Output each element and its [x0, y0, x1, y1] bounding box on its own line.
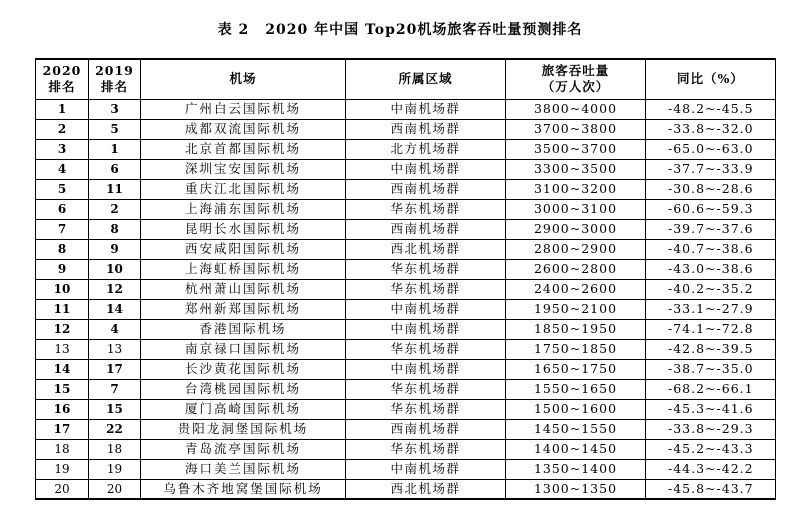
- table-row: [36, 119, 776, 139]
- rank-2020-cell: 12: [36, 319, 89, 339]
- airport-name-cell: 北京首都国际机场: [141, 139, 346, 159]
- rank-2020-cell: 17: [36, 419, 89, 439]
- yoy-change-cell: -40.7~-38.6: [646, 239, 776, 259]
- rank-2020-cell: 14: [36, 359, 89, 379]
- yoy-change-cell: -65.0~-63.0: [646, 139, 776, 159]
- table-row: [36, 99, 776, 119]
- region-cell: 中南机场群: [346, 359, 506, 379]
- rank-2019-cell: 2: [89, 199, 141, 219]
- table-row: [36, 439, 776, 459]
- table-title: 2020 年中国 Top20机场旅客吞吐量预测排名: [265, 22, 583, 38]
- yoy-change-cell: -60.6~-59.3: [646, 199, 776, 219]
- header-rank-2019-label: 排名: [100, 79, 128, 95]
- table-row: [36, 319, 776, 339]
- yoy-change-cell: -43.0~-38.6: [646, 259, 776, 279]
- header-throughput: [506, 59, 646, 99]
- table-row: [36, 339, 776, 359]
- throughput-cell: 1500~1600: [506, 399, 646, 419]
- throughput-cell: 3700~3800: [506, 119, 646, 139]
- rank-2019-cell: 14: [89, 299, 141, 319]
- rank-2019-cell: 19: [89, 459, 141, 479]
- table-header: [36, 59, 776, 99]
- table-row: [36, 419, 776, 439]
- airport-name-cell: 广州白云国际机场: [141, 99, 346, 119]
- rank-2019-cell: 7: [89, 379, 141, 399]
- rank-2019-cell: 1: [89, 139, 141, 159]
- rank-2020-cell: 4: [36, 159, 89, 179]
- rank-2019-cell: 4: [89, 319, 141, 339]
- airport-name-cell: 深圳宝安国际机场: [141, 159, 346, 179]
- yoy-change-cell: -45.3~-41.6: [646, 399, 776, 419]
- yoy-change-cell: -37.7~-33.9: [646, 159, 776, 179]
- header-region: [346, 59, 506, 99]
- table-row: [36, 479, 776, 499]
- yoy-change-cell: -45.2~-43.3: [646, 439, 776, 459]
- throughput-cell: 2600~2800: [506, 259, 646, 279]
- table-row: [36, 459, 776, 479]
- table-row: [36, 159, 776, 179]
- rank-2019-cell: 10: [89, 259, 141, 279]
- region-cell: 中南机场群: [346, 319, 506, 339]
- yoy-change-cell: -42.8~-39.5: [646, 339, 776, 359]
- rank-2020-cell: 20: [36, 479, 89, 499]
- yoy-change-cell: -30.8~-28.6: [646, 179, 776, 199]
- rank-2020-cell: 6: [36, 199, 89, 219]
- yoy-change-cell: -33.8~-32.0: [646, 119, 776, 139]
- throughput-cell: 3800~4000: [506, 99, 646, 119]
- airport-name-cell: 成都双流国际机场: [141, 119, 346, 139]
- region-cell: 华东机场群: [346, 259, 506, 279]
- rank-2020-cell: 19: [36, 459, 89, 479]
- airport-name-cell: 上海虹桥国际机场: [141, 259, 346, 279]
- rank-2020-cell: 11: [36, 299, 89, 319]
- rank-2019-cell: 3: [89, 99, 141, 119]
- region-cell: 华东机场群: [346, 339, 506, 359]
- header-rank-2020-year: 2020: [42, 63, 82, 79]
- throughput-cell: 3000~3100: [506, 199, 646, 219]
- rank-2020-cell: 8: [36, 239, 89, 259]
- region-cell: 华东机场群: [346, 199, 506, 219]
- header-row: [36, 59, 776, 99]
- rank-2019-cell: 12: [89, 279, 141, 299]
- rank-2019-cell: 11: [89, 179, 141, 199]
- table-body: [36, 99, 776, 499]
- airport-name-cell: 贵阳龙洞堡国际机场: [141, 419, 346, 439]
- throughput-cell: 1550~1650: [506, 379, 646, 399]
- rank-2020-cell: 16: [36, 399, 89, 419]
- yoy-change-cell: -33.8~-29.3: [646, 419, 776, 439]
- table-row: [36, 279, 776, 299]
- table-row: [36, 399, 776, 419]
- airport-name-cell: 上海浦东国际机场: [141, 199, 346, 219]
- airport-ranking-table: [35, 58, 776, 500]
- yoy-change-cell: -40.2~-35.2: [646, 279, 776, 299]
- header-yoy: [646, 59, 776, 99]
- table-row: [36, 239, 776, 259]
- rank-2020-cell: 13: [36, 339, 89, 359]
- region-cell: 中南机场群: [346, 159, 506, 179]
- header-rank-2019: [89, 59, 141, 99]
- yoy-change-cell: -33.1~-27.9: [646, 299, 776, 319]
- header-rank-2020: [36, 59, 89, 99]
- throughput-cell: 1750~1850: [506, 339, 646, 359]
- throughput-cell: 1400~1450: [506, 439, 646, 459]
- region-cell: 华东机场群: [346, 379, 506, 399]
- rank-2019-cell: 15: [89, 399, 141, 419]
- header-airport: [141, 59, 346, 99]
- header-rank-2019-year: 2019: [95, 63, 134, 79]
- yoy-change-cell: -38.7~-35.0: [646, 359, 776, 379]
- header-yoy-label: 同比（%）: [677, 71, 744, 87]
- region-cell: 中南机场群: [346, 299, 506, 319]
- region-cell: 北方机场群: [346, 139, 506, 159]
- table-row: [36, 259, 776, 279]
- rank-2019-cell: 6: [89, 159, 141, 179]
- yoy-change-cell: -68.2~-66.1: [646, 379, 776, 399]
- throughput-cell: 2400~2600: [506, 279, 646, 299]
- table-row: [36, 359, 776, 379]
- region-cell: 西南机场群: [346, 179, 506, 199]
- throughput-cell: 1950~2100: [506, 299, 646, 319]
- rank-2019-cell: 8: [89, 219, 141, 239]
- throughput-cell: 3300~3500: [506, 159, 646, 179]
- rank-2019-cell: 13: [89, 339, 141, 359]
- throughput-cell: 1350~1400: [506, 459, 646, 479]
- airport-name-cell: 重庆江北国际机场: [141, 179, 346, 199]
- header-throughput-label: 旅客吞吐量: [541, 63, 610, 79]
- table-row: [36, 199, 776, 219]
- table-row: [36, 219, 776, 239]
- region-cell: 华东机场群: [346, 279, 506, 299]
- airport-name-cell: 台湾桃园国际机场: [141, 379, 346, 399]
- rank-2020-cell: 18: [36, 439, 89, 459]
- table-caption: [0, 21, 800, 39]
- rank-2020-cell: 2: [36, 119, 89, 139]
- header-region-label: 所属区域: [398, 71, 453, 87]
- table-number: 表 2: [217, 22, 250, 38]
- throughput-cell: 3500~3700: [506, 139, 646, 159]
- header-throughput-unit: （万人次）: [541, 79, 610, 95]
- table-row: [36, 139, 776, 159]
- rank-2020-cell: 3: [36, 139, 89, 159]
- header-airport-label: 机场: [229, 71, 257, 87]
- yoy-change-cell: -45.8~-43.7: [646, 479, 776, 499]
- yoy-change-cell: -74.1~-72.8: [646, 319, 776, 339]
- rank-2020-cell: 9: [36, 259, 89, 279]
- yoy-change-cell: -48.2~-45.5: [646, 99, 776, 119]
- rank-2019-cell: 18: [89, 439, 141, 459]
- region-cell: 中南机场群: [346, 99, 506, 119]
- region-cell: 西南机场群: [346, 219, 506, 239]
- rank-2019-cell: 20: [89, 479, 141, 499]
- rank-2020-cell: 5: [36, 179, 89, 199]
- throughput-cell: 1650~1750: [506, 359, 646, 379]
- airport-name-cell: 南京禄口国际机场: [141, 339, 346, 359]
- region-cell: 中南机场群: [346, 459, 506, 479]
- region-cell: 西北机场群: [346, 239, 506, 259]
- airport-name-cell: 青岛流亭国际机场: [141, 439, 346, 459]
- airport-name-cell: 杭州萧山国际机场: [141, 279, 346, 299]
- rank-2019-cell: 22: [89, 419, 141, 439]
- region-cell: 西南机场群: [346, 119, 506, 139]
- rank-2020-cell: 10: [36, 279, 89, 299]
- airport-name-cell: 香港国际机场: [141, 319, 346, 339]
- airport-name-cell: 乌鲁木齐地窝堡国际机场: [141, 479, 346, 499]
- throughput-cell: 2900~3000: [506, 219, 646, 239]
- rank-2019-cell: 5: [89, 119, 141, 139]
- throughput-cell: 1850~1950: [506, 319, 646, 339]
- yoy-change-cell: -44.3~-42.2: [646, 459, 776, 479]
- airport-name-cell: 郑州新郑国际机场: [141, 299, 346, 319]
- airport-name-cell: 昆明长水国际机场: [141, 219, 346, 239]
- table-row: [36, 179, 776, 199]
- table-row: [36, 379, 776, 399]
- region-cell: 华东机场群: [346, 439, 506, 459]
- rank-2020-cell: 7: [36, 219, 89, 239]
- rank-2019-cell: 17: [89, 359, 141, 379]
- region-cell: 西北机场群: [346, 479, 506, 499]
- throughput-cell: 3100~3200: [506, 179, 646, 199]
- region-cell: 华东机场群: [346, 399, 506, 419]
- throughput-cell: 1300~1350: [506, 479, 646, 499]
- airport-name-cell: 西安咸阳国际机场: [141, 239, 346, 259]
- airport-name-cell: 海口美兰国际机场: [141, 459, 346, 479]
- rank-2020-cell: 1: [36, 99, 89, 119]
- throughput-cell: 1450~1550: [506, 419, 646, 439]
- throughput-cell: 2800~2900: [506, 239, 646, 259]
- yoy-change-cell: -39.7~-37.6: [646, 219, 776, 239]
- rank-2020-cell: 15: [36, 379, 89, 399]
- header-rank-2020-label: 排名: [48, 79, 76, 95]
- airport-name-cell: 厦门高崎国际机场: [141, 399, 346, 419]
- region-cell: 西南机场群: [346, 419, 506, 439]
- airport-name-cell: 长沙黄花国际机场: [141, 359, 346, 379]
- table-row: [36, 299, 776, 319]
- rank-2019-cell: 9: [89, 239, 141, 259]
